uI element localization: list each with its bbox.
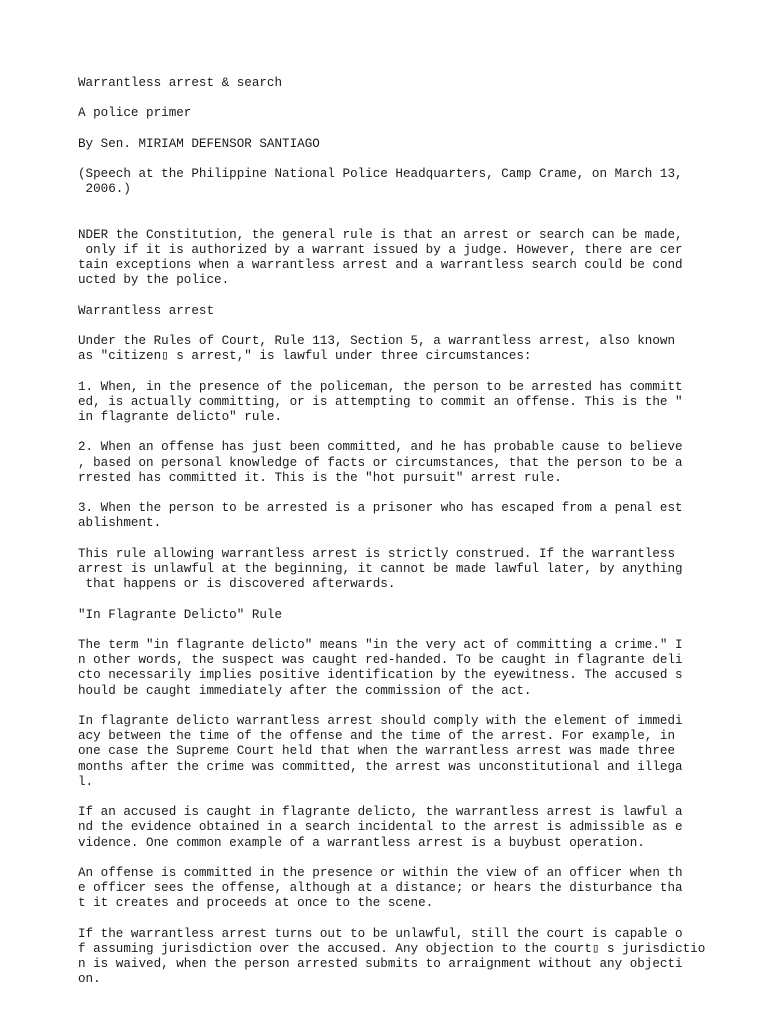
list-item-2: 2. When an offense has just been committed, and he has probable cause to believe , based on personal knowledge of facts or circumstances, that the person to be a rrested has committed it. This is the "hot pursuit" arrest rule. <box>78 440 683 485</box>
intro-paragraph: NDER the Constitution, the general rule is that an arrest or search can be made, only if it is authorized by a warrant issued by a judge. However, there are cer tain exceptions when a warrantless arrest and a warrantless search could be cond ucted by the police. <box>78 227 683 288</box>
list-item-3: 3. When the person to be arrested is a prisoner who has escaped from a penal est ablishment. <box>78 501 683 531</box>
byline: By Sen. MIRIAM DEFENSOR SANTIAGO <box>78 136 320 151</box>
term-definition-paragraph: The term "in flagrante delicto" means "in the very act of committing a crime." I n other words, the suspect was caught red-handed. To be caught in flagrante deli cto necessarily implies positive identification by the eyewitness. The accused s hould be caught immediately after the commission of the act. <box>78 637 683 698</box>
unlawful-arrest-paragraph: If the warrantless arrest turns out to be unlawful, still the court is capable o f assuming jurisdiction over the accused. Any objection to the court▯ s jurisdictio n is waived, when the person arrested submits to arraignment without any objecti on. <box>78 926 706 987</box>
section-heading-warrantless-arrest: Warrantless arrest <box>78 303 215 318</box>
document-subtitle: A police primer <box>78 106 192 121</box>
strict-construction-paragraph: This rule allowing warrantless arrest is strictly construed. If the warrantless arrest is unlawful at the beginning, it cannot be made lawful later, by anything that happens or is discovered afterwards. <box>78 546 683 592</box>
speech-note: (Speech at the Philippine National Police Headquarters, Camp Crame, on March 13, 2006.) <box>78 167 683 197</box>
immediacy-paragraph: In flagrante delicto warrantless arrest should comply with the element of immedi acy between the time of the offense and the time of the arrest. For example, in one case the Supreme Court held that when the warrantless arrest was made three months after the crime was committed, the arrest was unconstitutional and illega l. <box>78 713 683 789</box>
document-title: Warrantless arrest & search <box>78 76 283 90</box>
section-heading-flagrante: "In Flagrante Delicto" Rule <box>78 607 283 622</box>
document-page <box>78 76 718 1003</box>
list-item-1: 1. When, in the presence of the policeman, the person to be arrested has committ ed, is actually committing, or is attempting to commit an offense. This is the " in flagrante delicto" rule. <box>78 379 683 424</box>
presence-paragraph: An offense is committed in the presence or within the view of an officer when th e officer sees the offense, although at a distance; or hears the disturbance tha t it creates and proceeds at once to the scene. <box>78 865 683 911</box>
rules-intro-paragraph: Under the Rules of Court, Rule 113, Section 5, a warrantless arrest, also known as "citizen▯ s arrest," is lawful under three circumstances: <box>78 333 676 364</box>
caught-paragraph: If an accused is caught in flagrante delicto, the warrantless arrest is lawful a nd the evidence obtained in a search incidental to the arrest is admissible as e vidence. One common example of a warrantless arrest is a buybust operation. <box>78 805 683 850</box>
